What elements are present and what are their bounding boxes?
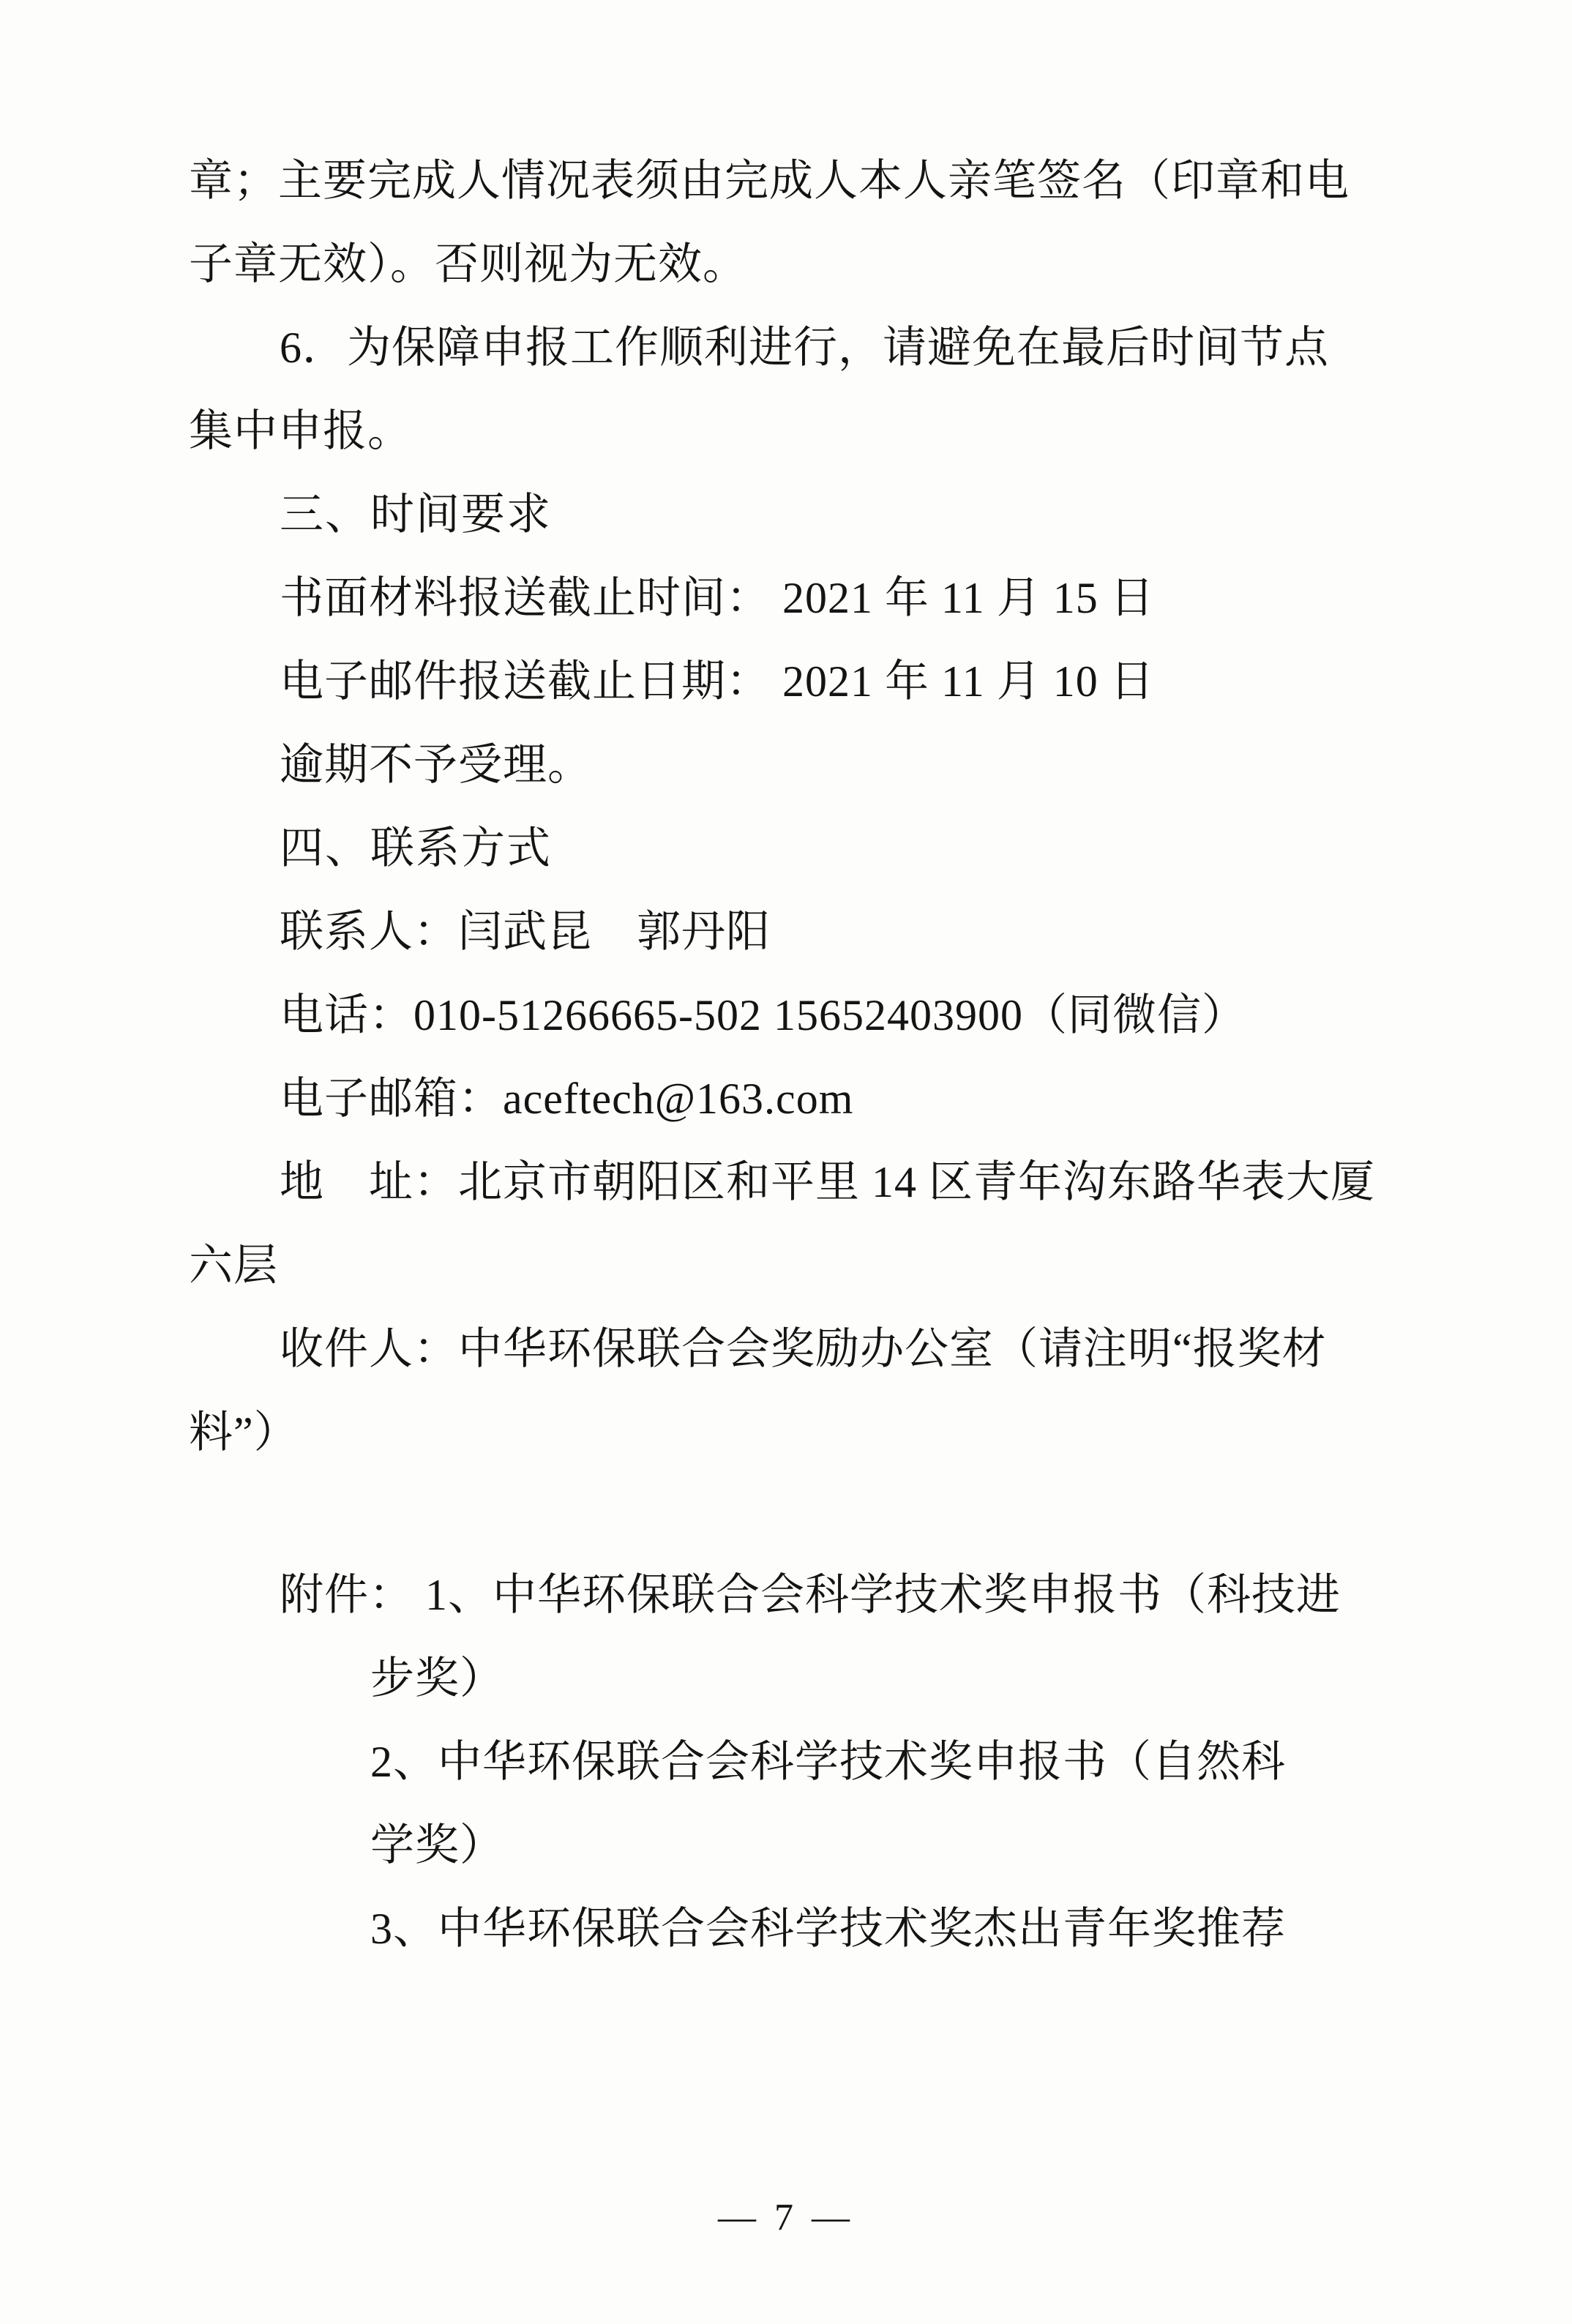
- contact-address-line: 地 址：北京市朝阳区和平里 14 区青年沟东路华表大厦: [280, 1158, 1375, 1206]
- contact-person-line: 联系人：闫武昆 郭丹阳: [280, 908, 771, 956]
- paragraph-line: 子章无效）。否则视为无效。: [189, 240, 747, 288]
- contact-address-line-cont: 六层: [189, 1241, 278, 1290]
- section-heading-time: 三、时间要求: [280, 490, 552, 539]
- paragraph-line: 集中申报。: [189, 407, 412, 455]
- attachment-item-1: 附件： 1、中华环保联合会科学技术奖申报书（科技进: [280, 1571, 1341, 1619]
- recipient-line: 收件人：中华环保联合会奖励办公室（请注明“报奖材: [280, 1325, 1327, 1373]
- attachment-item-2-cont: 学奖）: [370, 1821, 504, 1869]
- paragraph-line: 逾期不予受理。: [280, 741, 592, 789]
- attachment-item-3: 3、中华环保联合会科学技术奖杰出青年奖推荐: [370, 1905, 1286, 1953]
- paragraph-line: 6．为保障申报工作顺利进行，请避免在最后时间节点: [280, 324, 1329, 372]
- paragraph-line: 章；主要完成人情况表须由完成人本人亲笔签名（印章和电: [189, 157, 1350, 205]
- contact-phone-line: 电话：010-51266665-502 15652403900（同微信）: [280, 991, 1246, 1039]
- document-body: [189, 139, 1389, 1970]
- attachment-item-1-cont: 步奖）: [370, 1654, 504, 1703]
- page-number: — 7 —: [718, 2197, 854, 2238]
- spacer: [189, 1474, 1389, 1553]
- paragraph-line: 书面材料报送截止时间： 2021 年 11 月 15 日: [280, 574, 1155, 622]
- contact-email-line: 电子邮箱：aceftech@163.com: [280, 1075, 854, 1123]
- section-heading-contact: 四、联系方式: [280, 824, 552, 873]
- recipient-line-cont: 料”）: [189, 1408, 299, 1457]
- paragraph-line: 电子邮件报送截止日期： 2021 年 11 月 10 日: [280, 657, 1155, 706]
- attachment-item-2: 2、中华环保联合会科学技术奖申报书（自然科: [370, 1738, 1286, 1786]
